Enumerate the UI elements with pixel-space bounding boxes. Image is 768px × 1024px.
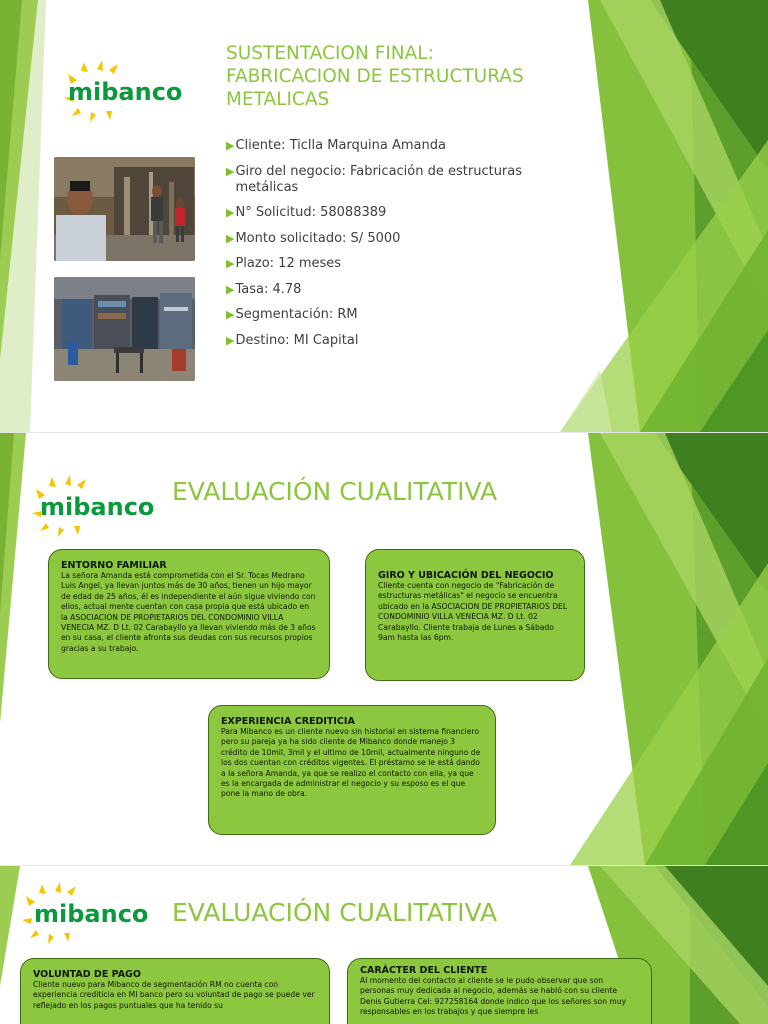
list-item [226, 138, 556, 154]
list-item [226, 164, 556, 196]
bullet-arrow-icon: ▶ [226, 257, 235, 270]
title-line: METALICAS [226, 89, 330, 110]
bullet-text: Giro del negocio: Fabricación de estructuras metálicas [235, 163, 523, 195]
bullet-text: Destino: MI Capital [235, 332, 359, 348]
bullet-arrow-icon: ▶ [226, 282, 235, 296]
card-body: Al momento del contacto al cliente se le pudo observar que son personas muy dedicada al negocio, además se habló con su cliente Denis Gutierra Cel: 927258164 donde indico que los señores son muy responsables en los trabajos y que siempre les [360, 976, 627, 1017]
bullet-text: N° Solicitud: 58088389 [235, 205, 387, 220]
slide-title: EVALUACIÓN CUALITATIVA [172, 477, 498, 506]
card-heading: CARÁCTER DEL CLIENTE [360, 965, 488, 976]
list-item [226, 205, 556, 221]
list-item [226, 307, 556, 323]
logo-text: mibanco [68, 78, 183, 106]
slide-1 [0, 0, 768, 432]
card-heading: VOLUNTAD DE PAGO [33, 969, 141, 980]
sun-rays-icon [62, 58, 192, 124]
card-body: Cliente cuenta con negocio de "Fabricación de estructuras metálicas" el negocio se encuentra ubicado en la ASOCIACION DE PROPIETARIOS DEL CONDOMINIO VILLA VENECIA MZ. D Lt. 02 Carabayllo. Cliente trabaja de Lunes a Sábado 9am hasta las 6pm. [378, 581, 568, 643]
card-giro-ubicacion [365, 549, 585, 681]
client-details-list [226, 138, 556, 358]
list-item [226, 256, 556, 272]
workshop-interior-photo [54, 277, 195, 381]
slide-3 [0, 866, 768, 1024]
bullet-text: Plazo: 12 meses [235, 256, 342, 271]
bullet-arrow-icon: ▶ [226, 139, 235, 152]
bullet-arrow-icon: ▶ [226, 333, 235, 347]
mibanco-logo [20, 880, 150, 946]
bullet-text: Tasa: 4.78 [235, 281, 302, 297]
logo-text: mibanco [40, 493, 155, 521]
card-entorno-familiar [48, 549, 330, 679]
sun-rays-icon [30, 473, 160, 539]
bullet-arrow-icon: ▶ [226, 308, 235, 321]
slide-2 [0, 433, 768, 865]
list-item [226, 231, 556, 247]
slide-title [226, 42, 524, 111]
sun-rays-icon [20, 880, 150, 946]
bullet-text: Monto solicitado: S/ 5000 [235, 230, 401, 246]
bullet-arrow-icon: ▶ [226, 231, 235, 245]
slide-title: EVALUACIÓN CUALITATIVA [172, 898, 498, 927]
list-item [226, 333, 556, 349]
title-line: FABRICACION DE ESTRUCTURAS [226, 66, 524, 87]
card-voluntad-de-pago [20, 958, 330, 1024]
title-line: SUSTENTACION FINAL: [226, 43, 434, 64]
card-body: Cliente nuevo para Mibanco de segmentación RM no cuenta con experiencia crediticia en MI banco pero su voluntad de pago se puede ver reflejado en los pagos puntuales que ha tenido su [33, 980, 315, 1010]
card-heading: ENTORNO FAMILIAR [61, 560, 167, 571]
bullet-text: Cliente: Ticlla Marquina Amanda [235, 138, 446, 153]
card-heading: GIRO Y UBICACIÓN DEL NEGOCIO [378, 570, 554, 581]
card-heading: EXPERIENCIA CREDITICIA [221, 716, 355, 727]
bullet-text: Segmentación: RM [235, 307, 358, 322]
card-body: Para Mibanco es un cliente nuevo sin historial en sistema financiero pero su pareja ya ha sido cliente de Mibanco donde manejo 3 crédito de 10mil, 3mil y el ultimo de 10mil, actualmente ninguno de los dos cuentan con créditos vigentes. El préstamo se le está dando a la señora Amanda, ya que se realizo el contacto con ella, ya que es la encargada de administrar el negocio y su esposo es el que pone la mano de obra. [221, 727, 481, 799]
card-caracter-del-cliente [347, 958, 652, 1024]
card-body: La señora Amanda está comprometida con el Sr. Tocas Medrano Luis Angel, ya llevan juntos más de 30 años, tienen un hijo mayor de edad de 25 años, él es independiente el aún sigue viviendo con ellos, actual mente cuentan con casa propia que está ubicado en la ASOCIACION DE PROPIETARIOS DEL CONDOMINIO VILLA VENECIA MZ. D Lt. 02 Carabayllo ya llevan viviendo más de 3 años en su casa, el cliente afronta sus deudas con sus recursos propios gracias a su trabajo. [61, 571, 316, 653]
card-experiencia-crediticia [208, 705, 496, 835]
mibanco-logo [30, 473, 160, 539]
workshop-people-photo [54, 157, 195, 261]
bullet-arrow-icon: ▶ [226, 206, 235, 219]
mibanco-logo [62, 58, 192, 124]
list-item [226, 282, 556, 298]
bullet-arrow-icon: ▶ [226, 164, 235, 178]
logo-text: mibanco [34, 900, 149, 928]
